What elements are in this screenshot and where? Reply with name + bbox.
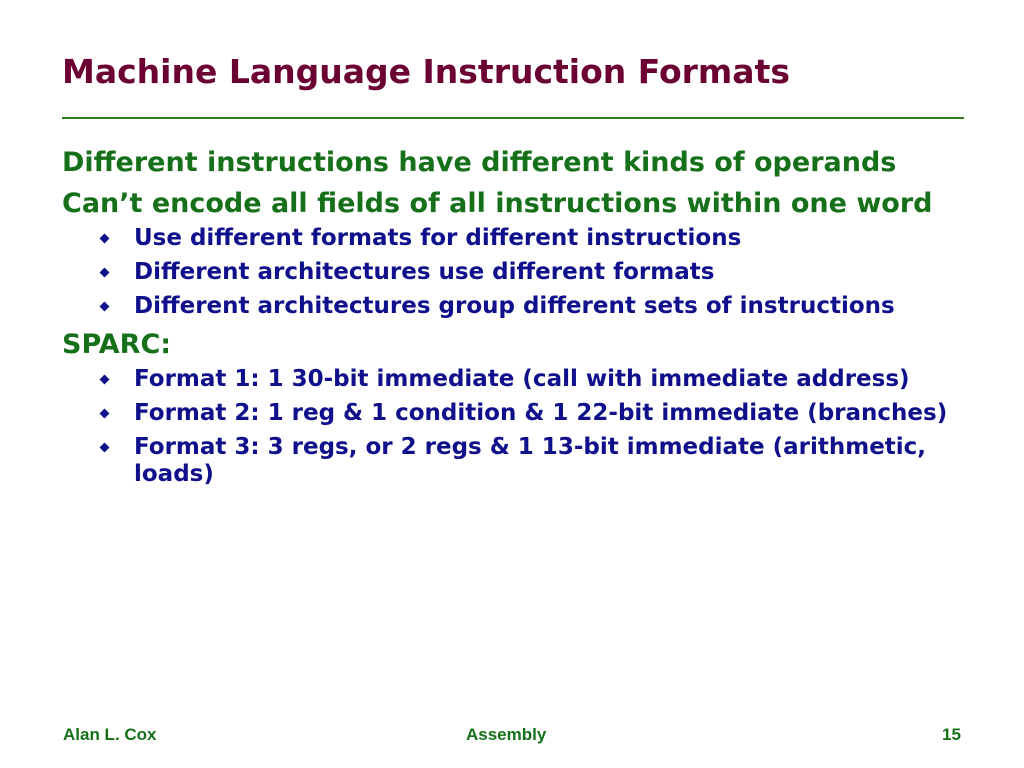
subpoints-cant-encode — [62, 225, 972, 320]
subpoint-text: Different architectures use different formats — [134, 259, 715, 285]
subpoint-text: Format 3: 3 regs, or 2 regs & 1 13-bit immediate (arithmetic, loads) — [134, 434, 927, 487]
diamond-bullet-icon — [100, 375, 110, 385]
list-item — [62, 366, 972, 393]
diamond-bullet-icon — [100, 302, 110, 312]
diamond-bullet-icon — [100, 234, 110, 244]
list-item — [62, 225, 972, 252]
subpoint-text: Different architectures group different sets of instructions — [134, 293, 895, 319]
list-item — [62, 259, 972, 286]
list-item — [62, 293, 972, 320]
diamond-bullet-icon — [100, 268, 110, 278]
subpoint-text: Format 2: 1 reg & 1 condition & 1 22-bit immediate (branches) — [134, 400, 948, 426]
slide-title: Machine Language Instruction Formats — [62, 52, 790, 91]
point-different-operands: Different instructions have different kinds of operands — [62, 147, 897, 178]
subpoints-sparc — [62, 366, 972, 488]
footer-topic: Assembly — [466, 725, 547, 744]
diamond-bullet-icon — [100, 409, 110, 419]
footer-page-number: 15 — [942, 725, 961, 744]
list-item — [62, 400, 972, 427]
subpoint-text: Use different formats for different instructions — [134, 225, 742, 251]
point-cant-encode: Can’t encode all fields of all instructions within one word — [62, 188, 933, 219]
point-sparc: SPARC: — [62, 329, 172, 360]
list-item — [62, 434, 972, 488]
diamond-bullet-icon — [100, 443, 110, 453]
slide-body — [62, 146, 972, 496]
subpoint-text: Format 1: 1 30-bit immediate (call with immediate address) — [134, 366, 910, 392]
title-divider — [62, 117, 964, 119]
footer-author: Alan L. Cox — [63, 725, 157, 744]
